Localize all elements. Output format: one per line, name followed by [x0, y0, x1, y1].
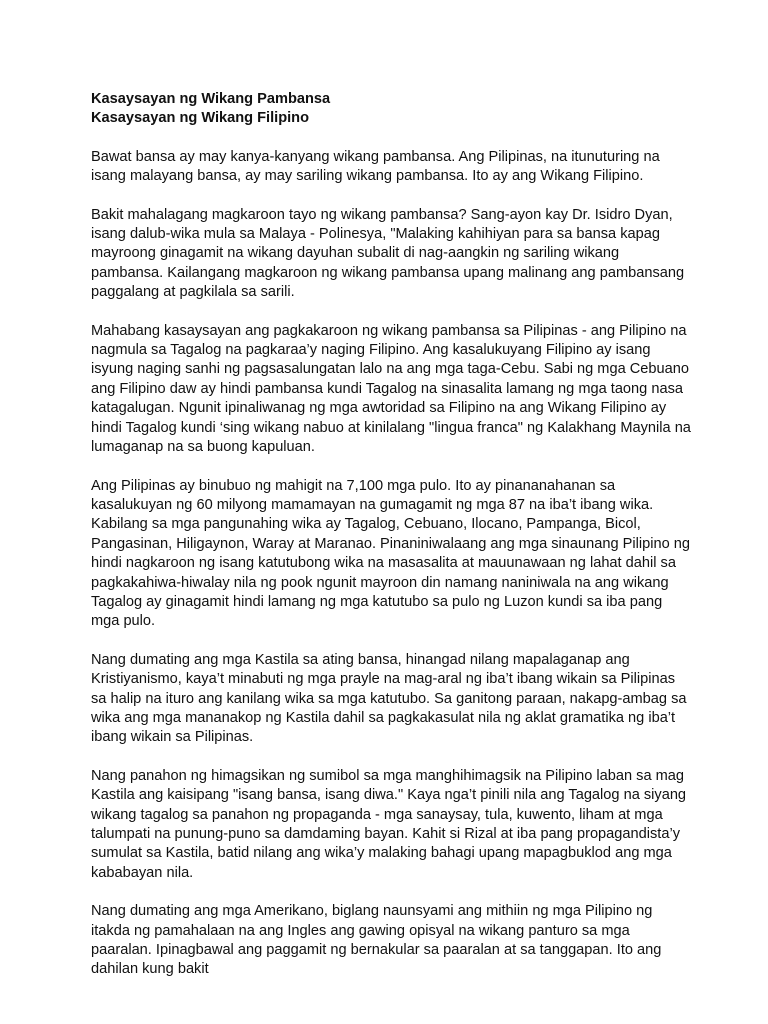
paragraph-7: Nang dumating ang mga Amerikano, biglang naunsyami ang mithiin ng mga Pilipino ng itakda ng pamahalaan na ang Ingles ang gawing opisyal na wikang panturo sa mga paaralan. Ipinagbawal ang paggamit ng bernakular sa paaralan at sa tanggapan. Ito ang dahilan kung bakit [91, 903, 662, 978]
document-page [91, 90, 691, 980]
paragraph-6: Nang panahon ng himagsikan ng sumibol sa mga manghihimagsik na Pilipino laban sa mag Kastila ang kaisipang "isang bansa, isang diwa." Kaya nga’t pinili nila ang Tagalog na siyang wikang tagalog sa panahon ng propaganda - mga sanaysay, tula, kuwento, liham at mga talumpati na punung-puno sa damdaming bayan. Kahit si Rizal at iba pang propagandista’y sumulat sa Kastila, batid nilang ang wika’y malaking bahagi upang mapagbuklod ang mga kababayan nila. [91, 767, 687, 881]
paragraph-4: Ang Pilipinas ay binubuo ng mahigit na 7,100 mga pulo. Ito ay pinananahanan sa kasalukuyan ng 60 milyong mamamayan na gumagamit ng mga 87 na iba’t ibang wika. Kabilang sa mga pangunahing wika ay Tagalog, Cebuano, Ilocano, Pampanga, Bicol, Pangasinan, Hiligaynon, Waray at Maranao. Pinaniniwalaang ang mga sinaunang Pilipino ng hindi nagkaroon ng isang katutubong wika na masasalita at mauunawaan ng lahat dahil sa pagkakahiwa-hiwalay nila ng pook ngunit mayroon din namang naniniwala na ang wikang Tagalog ay ginagamit hindi lamang ng mga katutubo sa pulo ng Luzon kundi sa iba pang mga pulo. [91, 477, 690, 630]
paragraph-5: Nang dumating ang mga Kastila sa ating bansa, hinangad nilang mapalaganap ang Kristiyanismo, kaya’t minabuti ng mga prayle na mag-aral ng iba’t ibang wikain sa Pilipinas sa halip na ituro ang kanilang wika sa mga katutubo. Sa ganitong paraan, nakapg-ambag sa wika ang mga mananakop ng Kastila dahil sa pagkakasulat nila ng aklat gramatika ng iba’t ibang wikain sa Pilipinas. [91, 651, 687, 746]
document-subtitle: Kasaysayan ng Wikang Filipino [91, 110, 310, 127]
paragraph-3: Mahabang kasaysayan ang pagkakaroon ng wikang pambansa sa Pilipinas - ang Pilipino na nagmula sa Tagalog na pagkaraa’y naging Filipino. Ang kasalukuyang Filipino ay isang isyung naging sanhi ng pagsasalungatan lalo na ang mga taga-Cebu. Sabi ng mga Cebuano ang Filipino daw ay hindi pambansa kundi Tagalog na sinasalita lamang ng mga taong nasa katagalugan. Ngunit ipinaliwanag ng mga awtoridad sa Filipino na ang Wikang Filipino ay hindi Tagalog kundi ‘sing wikang nabuo at kinilalang "lingua franca" ng Kalakhang Maynila na lumaganap na sa buong kapuluan. [91, 322, 691, 456]
paragraph-1: Bawat bansa ay may kanya-kanyang wikang pambansa. Ang Pilipinas, na itunuturing na isang malayang bansa, ay may sariling wikang pambansa. Ito ay ang Wikang Filipino. [91, 148, 660, 185]
paragraph-2: Bakit mahalagang magkaroon tayo ng wikang pambansa? Sang-ayon kay Dr. Isidro Dyan, isang dalub-wika mula sa Malaya - Polinesya, "Malaking kahihiyan para sa bansa kapag mayroong ginagamit na wikang dayuhan subalit di nag-aangkin ng sariling wikang pambansa. Kailangang magkaroon ng wikang pambansa upang malinang ang pambansang paggalang at pagkilala sa sarili. [91, 206, 685, 301]
document-title: Kasaysayan ng Wikang Pambansa [91, 91, 331, 107]
